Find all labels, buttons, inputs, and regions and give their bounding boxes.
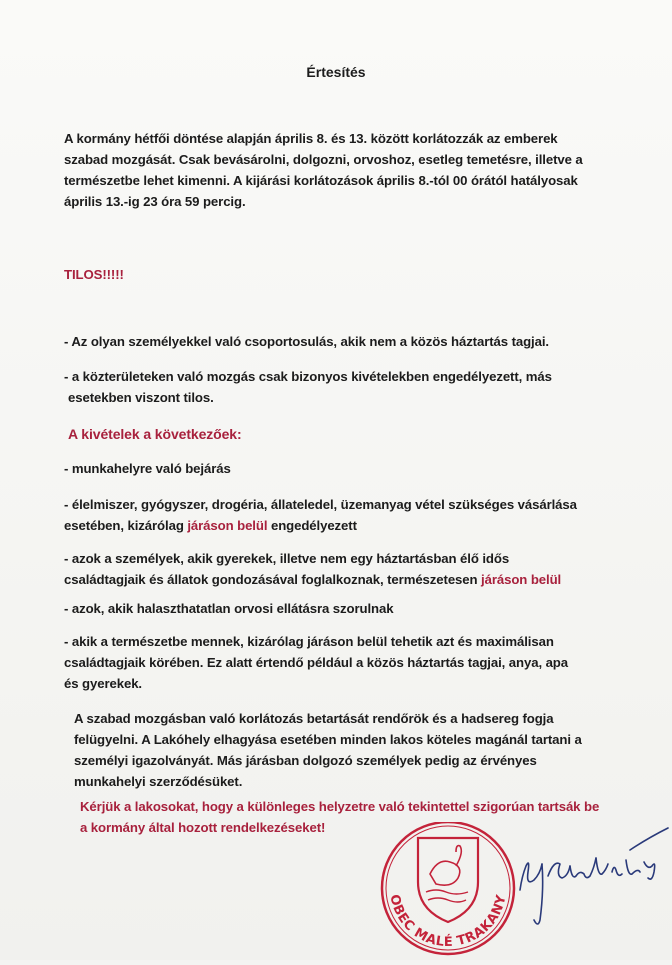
enforcement-line: felügyelni. A Lakóhely elhagyása esetében minden lakos köteles magánál tartani a [74, 732, 582, 747]
exception-item [64, 548, 561, 590]
prohibited-item [64, 366, 552, 408]
exceptions-heading: A kivételek a következőek: [68, 426, 242, 442]
intro-line: A kormány hétfői döntése alapján április 8. és 13. között korlátozzák az emberek [64, 131, 558, 146]
highlight-text: járáson belül [481, 572, 562, 587]
intro-line: természetbe lehet kimenni. A kijárási korlátozások április 8.-tól 00 órától hatályosak [64, 173, 578, 188]
enforcement-line: munkahelyi szerződésüket. [74, 774, 243, 789]
prohibited-item: - Az olyan személyekkel való csoportosulás, akik nem a közös háztartás tagjai. [64, 334, 549, 349]
enforcement-line: személyi igazolványát. Más járásban dolgozó személyek pedig az érvényes [74, 753, 537, 768]
exception-item-line: és gyerekek. [64, 676, 142, 691]
exception-item-line: - akik a természetbe mennek, kizárólag járáson belül tehetik azt és maximálisan [64, 634, 554, 649]
signature [512, 820, 672, 930]
stamp-text: OBEC MALÉ TRAKANY [386, 893, 510, 951]
closing-line: a kormány által hozott rendelkezéseket! [80, 820, 326, 835]
document-title: Értesítés [306, 64, 366, 80]
exception-item-line: családtagjaik körében. Ez alatt értendő például a közös háztartás tagjai, anya, apa [64, 655, 568, 670]
exception-item-line: esetében, kizárólag járáson belül engedélyezett [64, 518, 357, 533]
exception-item-line: - élelmiszer, gyógyszer, drogéria, állateledel, üzemanyag vétel szükséges vásárlása [64, 497, 577, 512]
exception-item: - munkahelyre való bejárás [64, 461, 231, 476]
prohibited-heading: TILOS!!!!! [64, 267, 124, 282]
exception-item: - azok, akik halaszthatatlan orvosi ellátásra szorulnak [64, 601, 394, 616]
enforcement-line: A szabad mozgásban való korlátozás betartását rendőrök és a hadsereg fogja [74, 711, 554, 726]
prohibited-item-line: - a közterületeken való mozgás csak bizonyos kivételekben engedélyezett, más [64, 369, 552, 384]
stamp-icon [372, 822, 522, 960]
enforcement-paragraph [74, 708, 582, 792]
intro-line: április 13.-ig 23 óra 59 percig. [64, 194, 246, 209]
prohibited-item-line: esetekben viszont tilos. [68, 390, 214, 405]
exception-item [64, 631, 568, 694]
exception-item-line: családtagjaik és állatok gondozásával foglalkoznak, természetesen járáson belül [64, 572, 562, 587]
closing-line: Kérjük a lakosokat, hogy a különleges helyzetre való tekintettel szigorúan tartsák be [80, 799, 600, 814]
exception-item [64, 494, 577, 536]
exception-item-line: - azok a személyek, akik gyerekek, illetve nem egy háztartásban élő idős [64, 551, 510, 566]
highlight-text: járáson belül [187, 518, 268, 533]
intro-paragraph [64, 128, 583, 212]
intro-line: szabad mozgását. Csak bevásárolni, dolgozni, orvoshoz, esetleg temetésre, illetve a [64, 152, 583, 167]
signature-icon [512, 820, 672, 930]
municipal-stamp [372, 822, 522, 960]
